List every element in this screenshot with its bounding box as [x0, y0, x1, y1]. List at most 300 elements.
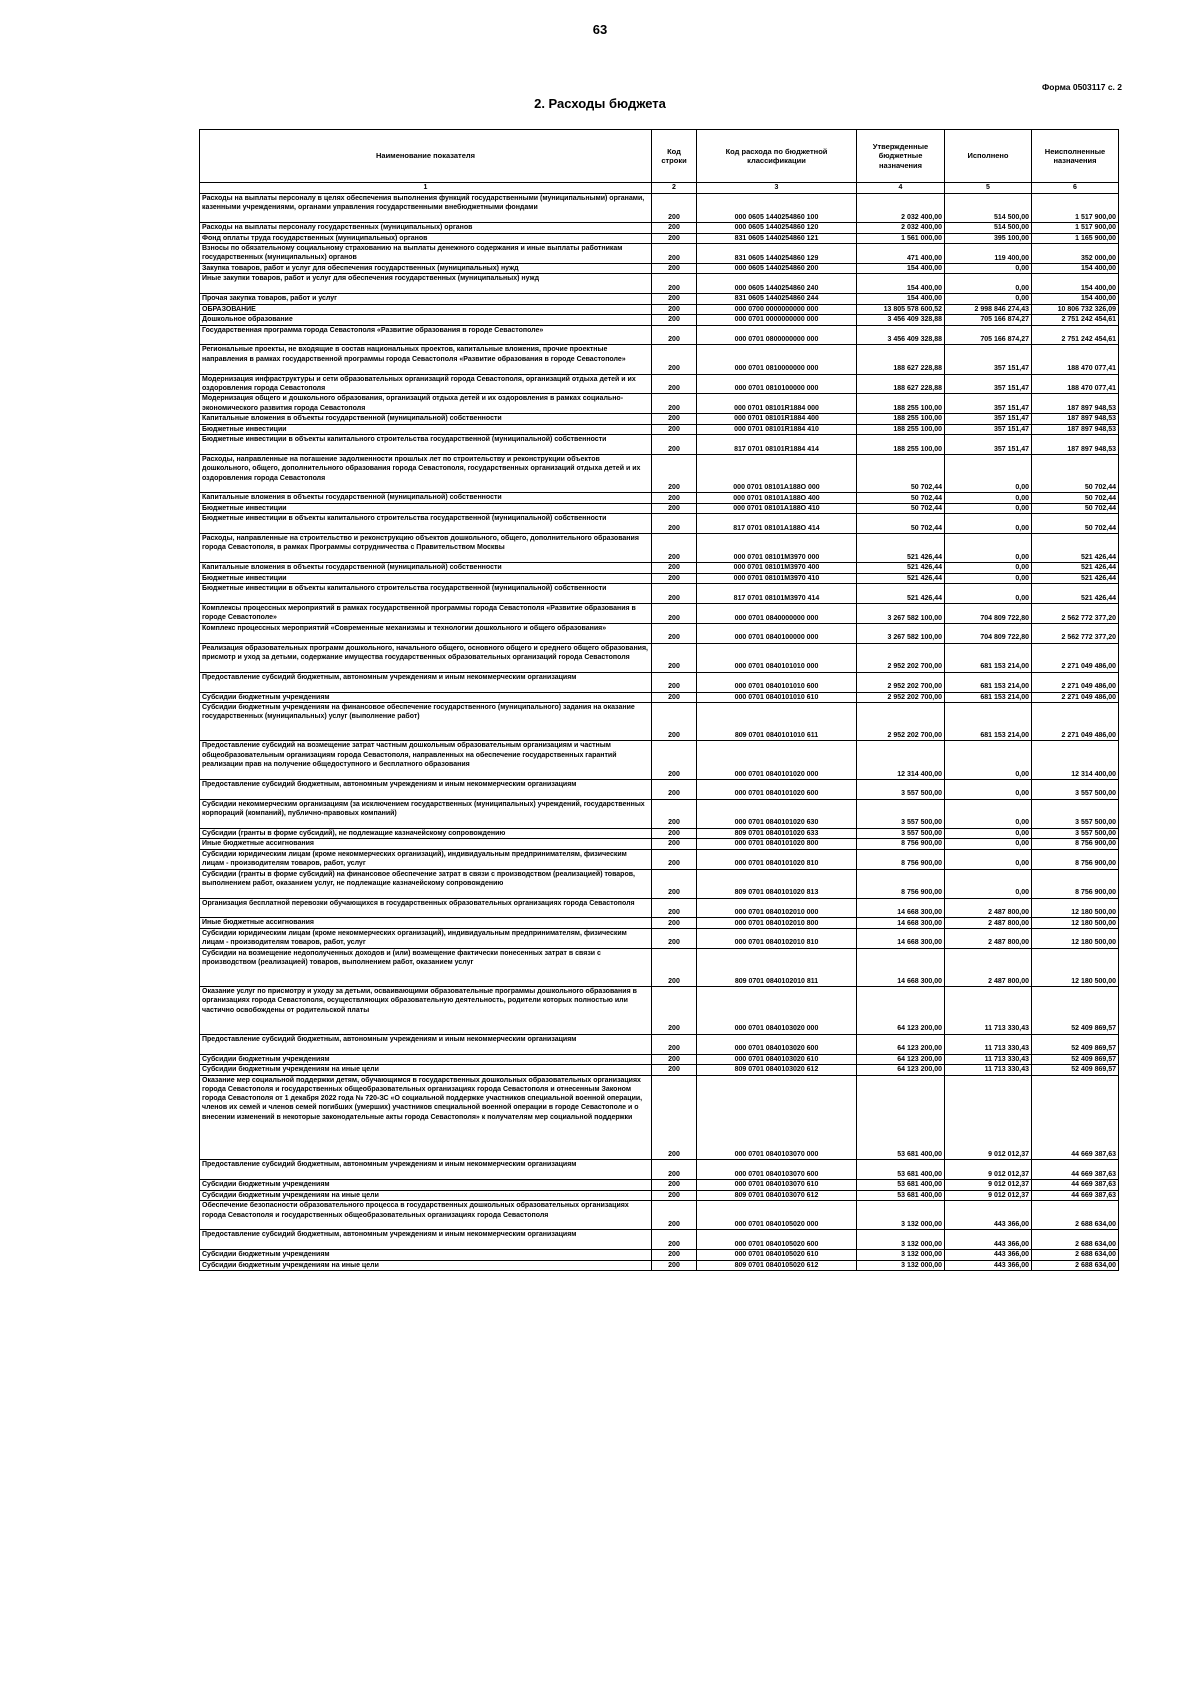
line-code: 200: [652, 1230, 697, 1250]
approved-amount: 154 400,00: [857, 274, 945, 294]
expense-code: 809 0701 0840103020 612: [697, 1065, 857, 1076]
table-row: [200, 898, 1119, 918]
unexecuted-amount: 10 806 732 326,09: [1032, 304, 1119, 315]
line-code: 200: [652, 345, 697, 374]
column-number: 3: [697, 183, 857, 194]
line-code: 200: [652, 374, 697, 394]
executed-amount: 357 151,47: [945, 394, 1032, 414]
expense-code: 000 0701 0840101010 610: [697, 692, 857, 703]
unexecuted-amount: 1 165 900,00: [1032, 233, 1119, 244]
table-row: [200, 1160, 1119, 1180]
indicator-name: Предоставление субсидий на возмещение затрат частным дошкольным образовательным организациям и частным общеобразовательным организациям города Севастополя, направленных на обеспечение государственных гарантий реализации прав на получение общедоступного и бесплатного образования: [200, 741, 652, 779]
executed-amount: 0,00: [945, 741, 1032, 779]
expense-code: 000 0701 0840101010 600: [697, 672, 857, 692]
line-code: 200: [652, 692, 697, 703]
table-row: [200, 345, 1119, 374]
indicator-name: Расходы, направленные на погашение задолженности прошлых лет по строительству и реконструкции объектов дошкольного, общего, дополнительного образования города Севастополя, государственных организаций отдыха детей и их оздоровления города Севастополя: [200, 454, 652, 492]
table-row: [200, 493, 1119, 504]
approved-amount: 2 952 202 700,00: [857, 692, 945, 703]
approved-amount: 64 123 200,00: [857, 987, 945, 1035]
expense-code: 000 0605 1440254860 100: [697, 194, 857, 223]
table-row: [200, 1260, 1119, 1271]
table-row: [200, 1190, 1119, 1201]
approved-amount: 188 255 100,00: [857, 435, 945, 455]
executed-amount: 443 366,00: [945, 1260, 1032, 1271]
unexecuted-amount: 1 517 900,00: [1032, 223, 1119, 234]
expense-code: 000 0701 0840101020 800: [697, 839, 857, 850]
line-code: 200: [652, 414, 697, 425]
table-row: [200, 1250, 1119, 1261]
unexecuted-amount: 8 756 900,00: [1032, 839, 1119, 850]
column-number: 2: [652, 183, 697, 194]
header-executed: Исполнено: [945, 130, 1032, 183]
approved-amount: 3 132 000,00: [857, 1250, 945, 1261]
indicator-name: Предоставление субсидий бюджетным, автономным учреждениям и иным некоммерческим организациям: [200, 1160, 652, 1180]
expense-code: 817 0701 08101A188O 414: [697, 514, 857, 534]
approved-amount: 2 032 400,00: [857, 194, 945, 223]
indicator-name: Субсидии (гранты в форме субсидий) на финансовое обеспечение затрат в связи с производством (реализацией) товаров, выполнением работ, оказанием услуг, не подлежащие казначейскому сопровождению: [200, 869, 652, 898]
table-row: [200, 534, 1119, 563]
indicator-name: Предоставление субсидий бюджетным, автономным учреждениям и иным некоммерческим организациям: [200, 1034, 652, 1054]
indicator-name: Комплекс процессных мероприятий «Современные механизмы и технологии дошкольного и общего образования»: [200, 623, 652, 643]
approved-amount: 3 267 582 100,00: [857, 623, 945, 643]
unexecuted-amount: 44 669 387,63: [1032, 1160, 1119, 1180]
approved-amount: 53 681 400,00: [857, 1190, 945, 1201]
table-row: [200, 928, 1119, 948]
line-code: 200: [652, 573, 697, 584]
indicator-name: Прочая закупка товаров, работ и услуг: [200, 294, 652, 305]
indicator-name: Оказание мер социальной поддержки детям, обучающимся в государственных дошкольных образовательных организациях города Севастополя и государственных общеобразовательных организациях города Севастополя и отнесенным Законом города Севастополя от 1 декабря 2022 года № 720-ЗС «О социальной поддержке участников специальной военной операции, членов их семей и членов семей погибших (умерших) участников специальной военной операции в городе Севастополе и о внесении изменений в некоторые законодательные акты города Севастополя» к получателям мер социальной поддержки: [200, 1075, 652, 1160]
table-row: [200, 244, 1119, 264]
indicator-name: Капитальные вложения в объекты государственной (муниципальной) собственности: [200, 414, 652, 425]
executed-amount: 443 366,00: [945, 1201, 1032, 1230]
unexecuted-amount: 2 271 049 486,00: [1032, 643, 1119, 672]
table-row: [200, 263, 1119, 274]
unexecuted-amount: 8 756 900,00: [1032, 849, 1119, 869]
line-code: 200: [652, 869, 697, 898]
executed-amount: 704 809 722,80: [945, 604, 1032, 624]
indicator-name: Предоставление субсидий бюджетным, автономным учреждениям и иным некоммерческим организациям: [200, 1230, 652, 1250]
line-code: 200: [652, 1034, 697, 1054]
executed-amount: 357 151,47: [945, 345, 1032, 374]
line-code: 200: [652, 643, 697, 672]
expense-code: 000 0701 08101A188O 410: [697, 503, 857, 514]
approved-amount: 188 627 228,88: [857, 345, 945, 374]
table-row: [200, 294, 1119, 305]
approved-amount: 8 756 900,00: [857, 839, 945, 850]
expense-code: 000 0701 0840103020 600: [697, 1034, 857, 1054]
line-code: 200: [652, 294, 697, 305]
indicator-name: Расходы на выплаты персоналу в целях обеспечения выполнения функций государственными (муниципальными) органами, казенными учреждениями, органами управления государственными внебюджетными фондами: [200, 194, 652, 223]
line-code: 200: [652, 1201, 697, 1230]
header-unexecuted: Неисполненные назначения: [1032, 130, 1119, 183]
indicator-name: Дошкольное образование: [200, 315, 652, 326]
header-indicator-name: Наименование показателя: [200, 130, 652, 183]
line-code: 200: [652, 435, 697, 455]
approved-amount: 53 681 400,00: [857, 1160, 945, 1180]
line-code: 200: [652, 194, 697, 223]
expense-code: 000 0701 0840101020 630: [697, 799, 857, 828]
line-code: 200: [652, 799, 697, 828]
section-title: 2. Расходы бюджета: [534, 96, 666, 111]
expense-code: 000 0701 0840105020 610: [697, 1250, 857, 1261]
page-number: 63: [592, 22, 608, 37]
unexecuted-amount: 50 702,44: [1032, 514, 1119, 534]
unexecuted-amount: 2 751 242 454,61: [1032, 315, 1119, 326]
header-row: [200, 130, 1119, 183]
expense-code: 809 0701 0840101020 633: [697, 828, 857, 839]
table-row: [200, 1054, 1119, 1065]
executed-amount: 11 713 330,43: [945, 1065, 1032, 1076]
expense-code: 000 0701 0840000000 000: [697, 604, 857, 624]
indicator-name: ОБРАЗОВАНИЕ: [200, 304, 652, 315]
expense-code: 809 0701 0840105020 612: [697, 1260, 857, 1271]
approved-amount: 2 952 202 700,00: [857, 672, 945, 692]
unexecuted-amount: 187 897 948,53: [1032, 424, 1119, 435]
indicator-name: Субсидии бюджетным учреждениям: [200, 1180, 652, 1191]
column-number-row: [200, 183, 1119, 194]
line-code: 200: [652, 274, 697, 294]
expense-code: 809 0701 0840101020 813: [697, 869, 857, 898]
executed-amount: 0,00: [945, 493, 1032, 504]
executed-amount: 2 487 800,00: [945, 898, 1032, 918]
executed-amount: 681 153 214,00: [945, 672, 1032, 692]
indicator-name: Модернизация общего и дошкольного образования, организаций отдыха детей и их оздоровления в рамках социально-экономического развития города Севастополя: [200, 394, 652, 414]
approved-amount: 188 255 100,00: [857, 424, 945, 435]
approved-amount: 1 561 000,00: [857, 233, 945, 244]
executed-amount: 0,00: [945, 514, 1032, 534]
table-row: [200, 779, 1119, 799]
indicator-name: Субсидии бюджетным учреждениям: [200, 692, 652, 703]
indicator-name: Субсидии бюджетным учреждениям на финансовое обеспечение государственного (муниципального) задания на оказание государственных (муниципальных) услуг (выполнение работ): [200, 703, 652, 741]
line-code: 200: [652, 1160, 697, 1180]
indicator-name: Субсидии бюджетным учреждениям на иные цели: [200, 1065, 652, 1076]
expense-code: 817 0701 08101R1884 414: [697, 435, 857, 455]
line-code: 200: [652, 493, 697, 504]
executed-amount: 9 012 012,37: [945, 1160, 1032, 1180]
executed-amount: 0,00: [945, 534, 1032, 563]
line-code: 200: [652, 623, 697, 643]
executed-amount: 2 487 800,00: [945, 948, 1032, 986]
approved-amount: 471 400,00: [857, 244, 945, 264]
expense-code: 000 0701 0840102010 000: [697, 898, 857, 918]
executed-amount: 0,00: [945, 849, 1032, 869]
indicator-name: Субсидии юридическим лицам (кроме некоммерческих организаций), индивидуальным предпринимателям, физическим лицам - производителям товаров, работ, услуг: [200, 849, 652, 869]
unexecuted-amount: 521 426,44: [1032, 584, 1119, 604]
line-code: 200: [652, 703, 697, 741]
expense-code: 831 0605 1440254860 244: [697, 294, 857, 305]
unexecuted-amount: 52 409 869,57: [1032, 1054, 1119, 1065]
approved-amount: 521 426,44: [857, 573, 945, 584]
table-row: [200, 1065, 1119, 1076]
line-code: 200: [652, 233, 697, 244]
table-row: [200, 741, 1119, 779]
table-row: [200, 799, 1119, 828]
approved-amount: 14 668 300,00: [857, 948, 945, 986]
unexecuted-amount: 187 897 948,53: [1032, 394, 1119, 414]
executed-amount: 0,00: [945, 294, 1032, 305]
unexecuted-amount: 50 702,44: [1032, 503, 1119, 514]
executed-amount: 681 153 214,00: [945, 703, 1032, 741]
executed-amount: 0,00: [945, 839, 1032, 850]
executed-amount: 9 012 012,37: [945, 1075, 1032, 1160]
expense-code: 809 0701 0840102010 811: [697, 948, 857, 986]
column-number: 4: [857, 183, 945, 194]
unexecuted-amount: 2 688 634,00: [1032, 1201, 1119, 1230]
expense-code: 000 0701 0840101020 810: [697, 849, 857, 869]
approved-amount: 2 952 202 700,00: [857, 703, 945, 741]
table-row: [200, 839, 1119, 850]
unexecuted-amount: 50 702,44: [1032, 493, 1119, 504]
expense-code: 000 0701 0840105020 000: [697, 1201, 857, 1230]
approved-amount: 64 123 200,00: [857, 1054, 945, 1065]
line-code: 200: [652, 244, 697, 264]
executed-amount: 514 500,00: [945, 223, 1032, 234]
table-row: [200, 703, 1119, 741]
unexecuted-amount: 521 426,44: [1032, 563, 1119, 574]
table-row: [200, 604, 1119, 624]
line-code: 200: [652, 1065, 697, 1076]
line-code: 200: [652, 987, 697, 1035]
table-row: [200, 869, 1119, 898]
indicator-name: Комплексы процессных мероприятий в рамках государственной программы города Севастополя «Развитие образования в городе Севастополе»: [200, 604, 652, 624]
indicator-name: Бюджетные инвестиции в объекты капитального строительства государственной (муниципальной) собственности: [200, 514, 652, 534]
unexecuted-amount: 2 271 049 486,00: [1032, 692, 1119, 703]
table-row: [200, 672, 1119, 692]
indicator-name: Бюджетные инвестиции: [200, 424, 652, 435]
table-row: [200, 948, 1119, 986]
executed-amount: 0,00: [945, 584, 1032, 604]
approved-amount: 14 668 300,00: [857, 898, 945, 918]
unexecuted-amount: 2 751 242 454,61: [1032, 325, 1119, 345]
table-row: [200, 643, 1119, 672]
executed-amount: 0,00: [945, 828, 1032, 839]
unexecuted-amount: 12 180 500,00: [1032, 918, 1119, 929]
approved-amount: 64 123 200,00: [857, 1065, 945, 1076]
executed-amount: 705 166 874,27: [945, 315, 1032, 326]
line-code: 200: [652, 223, 697, 234]
unexecuted-amount: 2 562 772 377,20: [1032, 623, 1119, 643]
approved-amount: 53 681 400,00: [857, 1075, 945, 1160]
expense-code: 000 0605 1440254860 240: [697, 274, 857, 294]
indicator-name: Фонд оплаты труда государственных (муниципальных) органов: [200, 233, 652, 244]
executed-amount: 395 100,00: [945, 233, 1032, 244]
line-code: 200: [652, 503, 697, 514]
indicator-name: Предоставление субсидий бюджетным, автономным учреждениям и иным некоммерческим организациям: [200, 672, 652, 692]
approved-amount: 50 702,44: [857, 454, 945, 492]
indicator-name: Оказание услуг по присмотру и уходу за детьми, осваивающими образовательные программы дошкольного образования в организациях города Севастополя, осуществляющих образовательную деятельность, родители которых полностью или частично освобождены от родительской платы: [200, 987, 652, 1035]
expense-code: 000 0701 0840102010 800: [697, 918, 857, 929]
indicator-name: Государственная программа города Севастополя «Развитие образования в городе Севастополе»: [200, 325, 652, 345]
executed-amount: 2 487 800,00: [945, 918, 1032, 929]
table-row: [200, 394, 1119, 414]
expense-code: 000 0701 0840101020 000: [697, 741, 857, 779]
executed-amount: 0,00: [945, 869, 1032, 898]
approved-amount: 521 426,44: [857, 563, 945, 574]
table-row: [200, 435, 1119, 455]
unexecuted-amount: 52 409 869,57: [1032, 1034, 1119, 1054]
executed-amount: 0,00: [945, 263, 1032, 274]
expense-code: 000 0701 0840105020 600: [697, 1230, 857, 1250]
indicator-name: Субсидии бюджетным учреждениям на иные цели: [200, 1260, 652, 1271]
unexecuted-amount: 187 897 948,53: [1032, 414, 1119, 425]
executed-amount: 443 366,00: [945, 1250, 1032, 1261]
table-row: [200, 987, 1119, 1035]
indicator-name: Модернизация инфраструктуры и сети образовательных организаций города Севастополя, организаций отдыха детей и их оздоровления города Севастополя: [200, 374, 652, 394]
table-row: [200, 692, 1119, 703]
indicator-name: Реализация образовательных программ дошкольного, начального общего, основного общего и среднего общего образования, присмотр и уход за детьми, содержание имущества государственных образовательных организаций города Севастополя: [200, 643, 652, 672]
line-code: 200: [652, 304, 697, 315]
expense-code: 809 0701 0840101010 611: [697, 703, 857, 741]
indicator-name: Капитальные вложения в объекты государственной (муниципальной) собственности: [200, 563, 652, 574]
table-row: [200, 304, 1119, 315]
table-row: [200, 623, 1119, 643]
table-row: [200, 573, 1119, 584]
line-code: 200: [652, 672, 697, 692]
executed-amount: 9 012 012,37: [945, 1190, 1032, 1201]
form-reference: Форма 0503117 с. 2: [1042, 82, 1122, 92]
table-row: [200, 424, 1119, 435]
table-body: [200, 194, 1119, 1271]
line-code: 200: [652, 839, 697, 850]
approved-amount: 2 952 202 700,00: [857, 643, 945, 672]
approved-amount: 64 123 200,00: [857, 1034, 945, 1054]
expense-code: 831 0605 1440254860 121: [697, 233, 857, 244]
header-expense-code: Код расхода по бюджетной классификации: [697, 130, 857, 183]
line-code: 200: [652, 948, 697, 986]
table-row: [200, 454, 1119, 492]
expense-code: 000 0701 0810000000 000: [697, 345, 857, 374]
expense-code: 000 0701 0840101020 600: [697, 779, 857, 799]
approved-amount: 3 132 000,00: [857, 1260, 945, 1271]
unexecuted-amount: 2 688 634,00: [1032, 1260, 1119, 1271]
unexecuted-amount: 52 409 869,57: [1032, 1065, 1119, 1076]
indicator-name: Капитальные вложения в объекты государственной (муниципальной) собственности: [200, 493, 652, 504]
indicator-name: Расходы, направленные на строительство и реконструкцию объектов дошкольного, общего, дополнительного образования города Севастополя, в рамках Программы сотрудничества с Правительством Москвы: [200, 534, 652, 563]
table-row: [200, 194, 1119, 223]
indicator-name: Организация бесплатной перевозки обучающихся в государственных образовательных организациях города Севастополя: [200, 898, 652, 918]
executed-amount: 0,00: [945, 799, 1032, 828]
line-code: 200: [652, 928, 697, 948]
expense-code: 000 0701 0000000000 000: [697, 315, 857, 326]
line-code: 200: [652, 325, 697, 345]
indicator-name: Обеспечение безопасности образовательного процесса в государственных дошкольных образовательных организациях города Севастополя и государственных общеобразовательных организациях города Севастополя: [200, 1201, 652, 1230]
expense-code: 000 0701 08101R1884 000: [697, 394, 857, 414]
column-number: 1: [200, 183, 652, 194]
approved-amount: 3 557 500,00: [857, 799, 945, 828]
unexecuted-amount: 3 557 500,00: [1032, 828, 1119, 839]
unexecuted-amount: 12 180 500,00: [1032, 948, 1119, 986]
indicator-name: Субсидии некоммерческим организациям (за исключением государственных (муниципальных) учреждений, государственных корпораций (компаний), публично-правовых компаний): [200, 799, 652, 828]
executed-amount: 0,00: [945, 274, 1032, 294]
unexecuted-amount: 44 669 387,63: [1032, 1180, 1119, 1191]
expense-code: 817 0701 08101M3970 414: [697, 584, 857, 604]
unexecuted-amount: 2 562 772 377,20: [1032, 604, 1119, 624]
expense-code: 000 0701 08101R1884 400: [697, 414, 857, 425]
approved-amount: 521 426,44: [857, 584, 945, 604]
executed-amount: 11 713 330,43: [945, 1034, 1032, 1054]
indicator-name: Иные бюджетные ассигнования: [200, 918, 652, 929]
expense-code: 809 0701 0840103070 612: [697, 1190, 857, 1201]
expenditure-table: [199, 129, 1119, 1271]
table-row: [200, 274, 1119, 294]
line-code: 200: [652, 1260, 697, 1271]
indicator-name: Субсидии бюджетным учреждениям: [200, 1250, 652, 1261]
executed-amount: 2 487 800,00: [945, 928, 1032, 948]
approved-amount: 154 400,00: [857, 263, 945, 274]
approved-amount: 14 668 300,00: [857, 928, 945, 948]
indicator-name: Бюджетные инвестиции: [200, 503, 652, 514]
approved-amount: 50 702,44: [857, 514, 945, 534]
approved-amount: 3 557 500,00: [857, 828, 945, 839]
unexecuted-amount: 154 400,00: [1032, 294, 1119, 305]
line-code: 200: [652, 1250, 697, 1261]
expense-code: 000 0701 08101M3970 410: [697, 573, 857, 584]
indicator-name: Закупка товаров, работ и услуг для обеспечения государственных (муниципальных) нужд: [200, 263, 652, 274]
line-code: 200: [652, 514, 697, 534]
table-row: [200, 828, 1119, 839]
line-code: 200: [652, 779, 697, 799]
unexecuted-amount: 521 426,44: [1032, 573, 1119, 584]
unexecuted-amount: 2 271 049 486,00: [1032, 672, 1119, 692]
approved-amount: 3 456 409 328,88: [857, 315, 945, 326]
line-code: 200: [652, 1180, 697, 1191]
line-code: 200: [652, 849, 697, 869]
executed-amount: 11 713 330,43: [945, 987, 1032, 1035]
expense-code: 000 0701 0840103020 000: [697, 987, 857, 1035]
line-code: 200: [652, 604, 697, 624]
expense-code: 000 0701 0810100000 000: [697, 374, 857, 394]
unexecuted-amount: 2 271 049 486,00: [1032, 703, 1119, 741]
column-number: 5: [945, 183, 1032, 194]
approved-amount: 8 756 900,00: [857, 849, 945, 869]
table-row: [200, 563, 1119, 574]
line-code: 200: [652, 584, 697, 604]
executed-amount: 0,00: [945, 454, 1032, 492]
indicator-name: Иные бюджетные ассигнования: [200, 839, 652, 850]
approved-amount: 8 756 900,00: [857, 869, 945, 898]
expense-code: 000 0700 0000000000 000: [697, 304, 857, 315]
approved-amount: 3 132 000,00: [857, 1201, 945, 1230]
table-row: [200, 1180, 1119, 1191]
line-code: 200: [652, 263, 697, 274]
table-row: [200, 1075, 1119, 1160]
indicator-name: Бюджетные инвестиции в объекты капитального строительства государственной (муниципальной) собственности: [200, 584, 652, 604]
unexecuted-amount: 352 000,00: [1032, 244, 1119, 264]
unexecuted-amount: 521 426,44: [1032, 534, 1119, 563]
executed-amount: 681 153 214,00: [945, 643, 1032, 672]
unexecuted-amount: 52 409 869,57: [1032, 987, 1119, 1035]
expense-code: 000 0701 0840102010 810: [697, 928, 857, 948]
unexecuted-amount: 44 669 387,63: [1032, 1190, 1119, 1201]
executed-amount: 443 366,00: [945, 1230, 1032, 1250]
approved-amount: 3 557 500,00: [857, 779, 945, 799]
indicator-name: Иные закупки товаров, работ и услуг для обеспечения государственных (муниципальных) нужд: [200, 274, 652, 294]
expense-code: 000 0701 0840103070 600: [697, 1160, 857, 1180]
executed-amount: 681 153 214,00: [945, 692, 1032, 703]
unexecuted-amount: 3 557 500,00: [1032, 779, 1119, 799]
expense-code: 000 0701 0800000000 000: [697, 325, 857, 345]
line-code: 200: [652, 1190, 697, 1201]
expense-code: 000 0701 0840103070 000: [697, 1075, 857, 1160]
line-code: 200: [652, 1054, 697, 1065]
executed-amount: 357 151,47: [945, 424, 1032, 435]
unexecuted-amount: 188 470 077,41: [1032, 374, 1119, 394]
executed-amount: 0,00: [945, 503, 1032, 514]
executed-amount: 705 166 874,27: [945, 325, 1032, 345]
table-row: [200, 503, 1119, 514]
line-code: 200: [652, 1075, 697, 1160]
